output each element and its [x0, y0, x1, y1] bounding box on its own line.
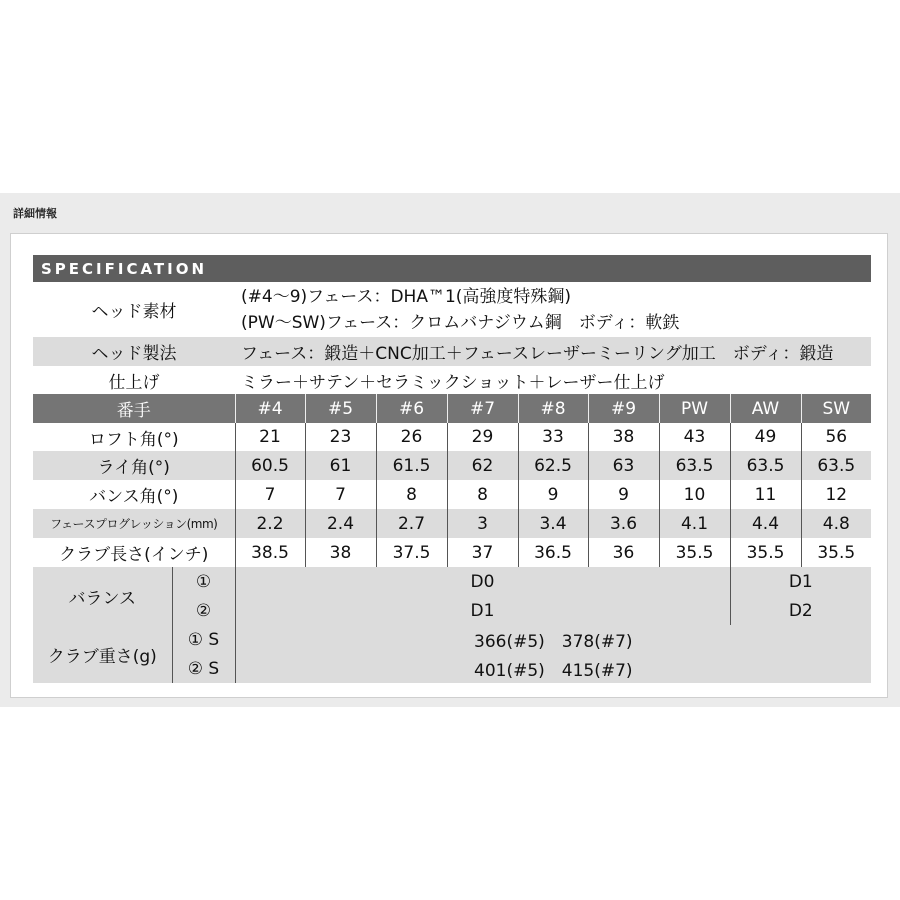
section-title: 詳細情報	[13, 207, 57, 220]
head-material-label: ヘッド素材	[91, 302, 177, 322]
head-material-line2: (PW～SW)フェース：クロムバナジウム鋼 ボディ：軟鉄	[241, 312, 680, 333]
number-label: 番手	[33, 394, 235, 423]
lie-value: 61.5	[376, 451, 447, 480]
balance-opt1: ①	[172, 567, 235, 596]
face-progression-value: 3	[447, 509, 518, 538]
detail-panel	[0, 193, 900, 707]
bounce-value: 8	[376, 480, 447, 509]
club-length-label: クラブ長さ(インチ)	[59, 545, 209, 565]
loft-value: 29	[447, 423, 518, 451]
face-progression-label: フェースプログレッション(mm)	[33, 509, 235, 538]
number-col: #7	[447, 394, 518, 423]
bounce-row	[33, 480, 871, 509]
weight-opt2: ② S	[172, 654, 235, 683]
number-col: SW	[801, 394, 871, 423]
club-length-value: 35.5	[801, 538, 871, 567]
number-col: PW	[659, 394, 730, 423]
club-length-value: 38	[305, 538, 376, 567]
loft-value: 56	[801, 423, 871, 451]
face-progression-value: 4.8	[801, 509, 871, 538]
bounce-value: 12	[801, 480, 871, 509]
bounce-value: 9	[518, 480, 588, 509]
loft-row	[33, 423, 871, 451]
face-progression-value: 2.2	[235, 509, 305, 538]
number-col: #5	[305, 394, 376, 423]
number-col: #9	[588, 394, 659, 423]
balance-opt2-iron: D1	[235, 596, 730, 625]
bounce-value: 11	[730, 480, 801, 509]
number-col: #8	[518, 394, 588, 423]
club-length-value: 35.5	[659, 538, 730, 567]
loft-value: 38	[588, 423, 659, 451]
finish-value: ミラー＋サテン＋セラミックショット＋レーザー仕上げ	[241, 372, 665, 393]
face-progression-value: 4.1	[659, 509, 730, 538]
head-method-value: フェース：鍛造＋CNC加工＋フェースレーザーミーリング加工 ボディ：鍛造	[235, 337, 871, 366]
balance-row-1	[33, 567, 871, 596]
club-length-value: 37	[447, 538, 518, 567]
lie-value: 63.5	[730, 451, 801, 480]
bounce-value: 8	[447, 480, 518, 509]
weight-label: クラブ重さ(g)	[33, 625, 172, 683]
lie-value: 63.5	[659, 451, 730, 480]
weight-row-1	[33, 625, 871, 654]
head-method-row	[33, 337, 871, 366]
weight-opt1-value: 366(#5) 378(#7)	[235, 625, 871, 654]
club-length-value: 36	[588, 538, 659, 567]
club-length-value: 36.5	[518, 538, 588, 567]
club-length-row	[33, 538, 871, 567]
loft-value: 26	[376, 423, 447, 451]
head-method-label: ヘッド製法	[33, 337, 235, 366]
lie-value: 62.5	[518, 451, 588, 480]
face-progression-value: 4.4	[730, 509, 801, 538]
lie-value: 62	[447, 451, 518, 480]
lie-value: 60.5	[235, 451, 305, 480]
lie-value: 61	[305, 451, 376, 480]
balance-label: バランス	[33, 567, 172, 625]
head-material-row	[33, 282, 871, 337]
number-col: #6	[376, 394, 447, 423]
loft-value: 33	[518, 423, 588, 451]
bounce-value: 9	[588, 480, 659, 509]
lie-value: 63.5	[801, 451, 871, 480]
loft-value: 49	[730, 423, 801, 451]
finish-label: 仕上げ	[108, 372, 160, 393]
head-material-value	[235, 282, 871, 337]
lie-row	[33, 451, 871, 480]
club-length-value: 37.5	[376, 538, 447, 567]
bounce-value: 10	[659, 480, 730, 509]
face-progression-row	[33, 509, 871, 538]
number-header-row	[33, 394, 871, 423]
number-col: #4	[235, 394, 305, 423]
number-col: AW	[730, 394, 801, 423]
loft-value: 23	[305, 423, 376, 451]
banner-title: SPECIFICATION	[33, 255, 871, 282]
loft-label: ロフト角(°)	[88, 429, 179, 450]
bounce-label: バンス角(°)	[89, 487, 179, 507]
loft-value: 43	[659, 423, 730, 451]
bounce-value: 7	[235, 480, 305, 509]
face-progression-value: 3.6	[588, 509, 659, 538]
balance-opt1-iron: D0	[235, 567, 730, 596]
lie-label: ライ角(°)	[33, 451, 235, 480]
weight-opt1: ① S	[172, 625, 235, 654]
face-progression-value: 2.7	[376, 509, 447, 538]
bounce-value: 7	[305, 480, 376, 509]
spec-card	[10, 233, 888, 698]
club-length-value: 38.5	[235, 538, 305, 567]
balance-opt2-wedge: D2	[730, 596, 871, 625]
loft-value: 21	[235, 423, 305, 451]
face-progression-value: 2.4	[305, 509, 376, 538]
face-progression-value: 3.4	[518, 509, 588, 538]
spec-table	[33, 255, 871, 683]
balance-opt2: ②	[172, 596, 235, 625]
head-material-line1: (#4～9)フェース：DHA™1(高強度特殊鋼)	[241, 286, 572, 307]
spec-banner	[33, 255, 871, 282]
balance-opt1-wedge: D1	[730, 567, 871, 596]
weight-opt2-value: 401(#5) 415(#7)	[235, 654, 871, 683]
finish-row	[33, 366, 871, 394]
lie-value: 63	[588, 451, 659, 480]
club-length-value: 35.5	[730, 538, 801, 567]
